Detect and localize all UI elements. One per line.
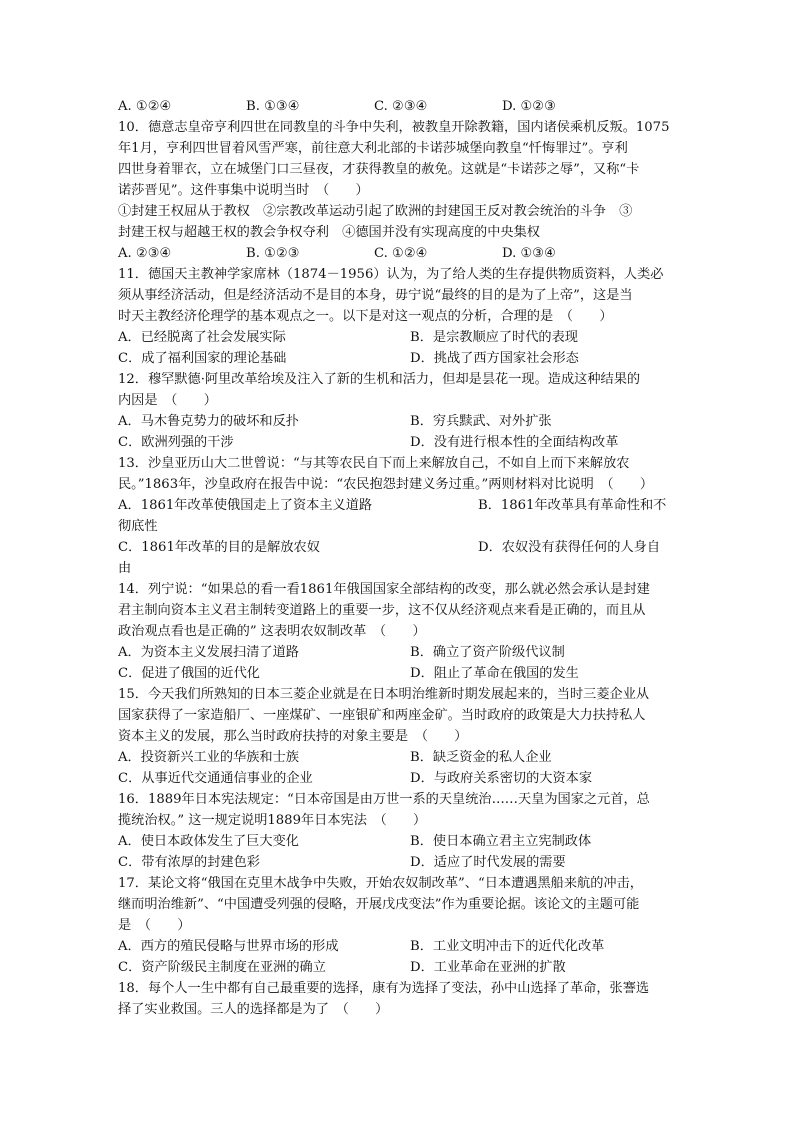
q15-option-a: A．投资新兴工业的华族和士族 — [118, 750, 299, 765]
q13-option-b: B．1861年改革具有革命性和不 — [478, 498, 667, 513]
q12-stem-line: 12．穆罕默德·阿里改革给埃及注入了新的生机和活力，但却是昙花一现。造成这种结果的 — [118, 372, 641, 387]
q9-option-d: D. ①②③ — [502, 99, 556, 114]
q17-options-row — [118, 936, 678, 957]
q14-stem-line: 14．列宁说：“如果总的看一看1861年俄国国家全部结构的改变，那么就必然会承认是封建 — [118, 582, 650, 597]
q13-stem-line: 民。”1863年，沙皇政府在报告中说：“农民抱怨封建义务过重。”两则材料对比说明 （ ） — [118, 477, 654, 492]
q10-stem-line: 诺莎晋见”。这件事集中说明当时 （ ） — [118, 183, 369, 198]
q16-option-b: B．使日本确立君主立宪制政体 — [410, 834, 592, 849]
q16-option-a: A．使日本政体发生了巨大变化 — [118, 834, 299, 849]
q14-options-row — [118, 663, 678, 684]
q11-option-d: D．挑战了西方国家社会形态 — [410, 351, 579, 366]
q15-stem-line: 国家获得了一家造船厂、一座煤矿、一座银矿和两座金矿。当时政府的政策是大力扶持私人 — [118, 708, 646, 723]
q17-stem-line: 17．某论文将“俄国在克里木战争中失败，开始农奴制改革”、“日本遭遇黑船来航的冲击， — [118, 876, 643, 891]
q9-option-c: C. ②③④ — [374, 99, 428, 114]
q14-stem-line: 君主制向资本主义君主制转变道路上的重要一步，这不仅从经济观点来看是正确的，而且从 — [118, 603, 646, 618]
q10-option-c: C. ①②④ — [374, 246, 428, 261]
q16-option-d: D．适应了时代发展的需要 — [410, 855, 566, 870]
q15-options-row — [118, 768, 678, 789]
q17-options-row — [118, 957, 678, 978]
q11-option-b: B．是宗教顺应了时代的表现 — [410, 330, 578, 345]
q15-option-c: C．从事近代交通通信事业的企业 — [118, 771, 313, 786]
q13-option-d: D．农奴没有获得任何的人身自 — [478, 540, 661, 555]
q12-option-b: B．穷兵黩武、对外扩张 — [410, 414, 552, 429]
q10-item-line: ①封建王权屈从于教权 ②宗教改革运动引起了欧洲的封建国王反对教会统治的斗争 ③ — [118, 204, 633, 219]
q11-stem-line: 时天主教经济伦理学的基本观点之一。以下是对这一观点的分析，合理的是 （ ） — [118, 309, 613, 324]
q10-options — [118, 243, 678, 264]
q11-stem-line: 11．德国天主教神学家席林（1874－1956）认为，为了给人类的生存提供物质资料，人类必 — [118, 267, 664, 282]
q15-option-d: D．与政府关系密切的大资本家 — [410, 771, 593, 786]
q10-option-b: B. ①②③ — [246, 246, 300, 261]
q14-option-b: B．确立了资产阶级代议制 — [410, 645, 565, 660]
q13-stem-line: 13．沙皇亚历山大二世曾说：“与其等农民自下而上来解放自己，不如自上而下来解放农 — [118, 456, 630, 471]
q15-stem-line: 资本主义的发展，那么当时政府扶持的对象主要是 （ ） — [118, 729, 468, 744]
q14-options-row — [118, 642, 678, 663]
q10-stem-line: 年1月，亨利四世冒着风雪严寒，前往意大利北部的卡诺莎城堡向教皇“忏悔罪过”。亨利 — [118, 141, 628, 156]
q13-option-c: C．1861年改革的目的是解放农奴 — [118, 540, 320, 555]
q13-option-b-wrap: 彻底性 — [118, 519, 158, 534]
q11-options-row — [118, 348, 678, 369]
q16-option-c: C．带有浓厚的封建色彩 — [118, 855, 260, 870]
q17-stem-line: 是 （ ） — [118, 918, 191, 933]
q17-option-c: C．资产阶级民主制度在亚洲的确立 — [118, 960, 326, 975]
q15-options-row — [118, 747, 678, 768]
q9-option-b: B. ①③④ — [246, 99, 300, 114]
q12-stem-line: 内因是 （ ） — [118, 393, 217, 408]
q9-option-a: A. ①②④ — [118, 99, 172, 114]
q16-stem-line: 揽统治权。” 这一规定说明1889年日本宪法 （ ） — [118, 813, 427, 828]
q17-option-d: D．工业革命在亚洲的扩散 — [410, 960, 566, 975]
q13-options-row — [118, 537, 678, 558]
q10-option-a: A. ②③④ — [118, 246, 172, 261]
q12-options-row — [118, 432, 678, 453]
q15-stem-line: 15．今天我们所熟知的日本三菱企业就是在日本明治维新时期发展起来的，当时三菱企业从 — [118, 687, 650, 702]
q14-option-d: D．阻止了革命在俄国的发生 — [410, 666, 579, 681]
q17-stem-line: 继而明治维新”、“中国遭受列强的侵略，开展戊戌变法”作为重要论据。该论文的主题可能 — [118, 897, 640, 912]
q16-options-row — [118, 831, 678, 852]
q12-options-row — [118, 411, 678, 432]
q13-option-a: A．1861年改革使俄国走上了资本主义道路 — [118, 498, 373, 513]
q11-options-row — [118, 327, 678, 348]
q15-option-b: B．缺乏资金的私人企业 — [410, 750, 552, 765]
q12-option-a: A．马木鲁克势力的破坏和反扑 — [118, 414, 299, 429]
q10-item-line: 封建王权与超越王权的教会争权夺利 ④德国并没有实现高度的中央集权 — [118, 225, 540, 240]
q13-option-d-wrap: 由 — [118, 561, 132, 576]
q13-options-row — [118, 495, 678, 516]
q12-option-c: C．欧洲列强的干涉 — [118, 435, 234, 450]
q9-options — [118, 96, 678, 117]
q11-stem-line: 须从事经济活动，但是经济活动不是目的本身，毋宁说“最终的目的是为了上帝”，这是当 — [118, 288, 633, 303]
exam-page — [118, 96, 678, 1020]
q14-option-c: C．促进了俄国的近代化 — [118, 666, 260, 681]
q11-option-c: C．成了福利国家的理论基础 — [118, 351, 287, 366]
q18-stem-line: 18．每个人一生中都有自己最重要的选择，康有为选择了变法，孙中山选择了革命，张謇选 — [118, 981, 650, 996]
q16-stem-line: 16．1889年日本宪法规定：“日本帝国是由万世一系的天皇统治……天皇为国家之元首，总 — [118, 792, 650, 807]
q17-option-b: B．工业文明冲击下的近代化改革 — [410, 939, 605, 954]
q10-stem-line: 四世身着罪衣，立在城堡门口三昼夜，才获得教皇的赦免。这就是“卡诺莎之辱”，又称“卡 — [118, 162, 640, 177]
q17-option-a: A．西方的殖民侵略与世界市场的形成 — [118, 939, 339, 954]
q12-option-d: D．没有进行根本性的全面结构改革 — [410, 435, 619, 450]
q11-option-a: A．已经脱离了社会发展实际 — [118, 330, 286, 345]
q18-stem-line: 择了实业救国。三人的选择都是为了 （ ） — [118, 1002, 389, 1017]
q10-option-d: D. ①③④ — [502, 246, 556, 261]
q10-stem-line: 10．德意志皇帝亨利四世在同教皇的斗争中失利，被教皇开除教籍，国内诸侯乘机反叛。1075 — [118, 120, 670, 135]
q16-options-row — [118, 852, 678, 873]
q14-option-a: A．为资本主义发展扫清了道路 — [118, 645, 299, 660]
q14-stem-line: 政治观点看也是正确的” 这表明农奴制改革 （ ） — [118, 624, 426, 639]
